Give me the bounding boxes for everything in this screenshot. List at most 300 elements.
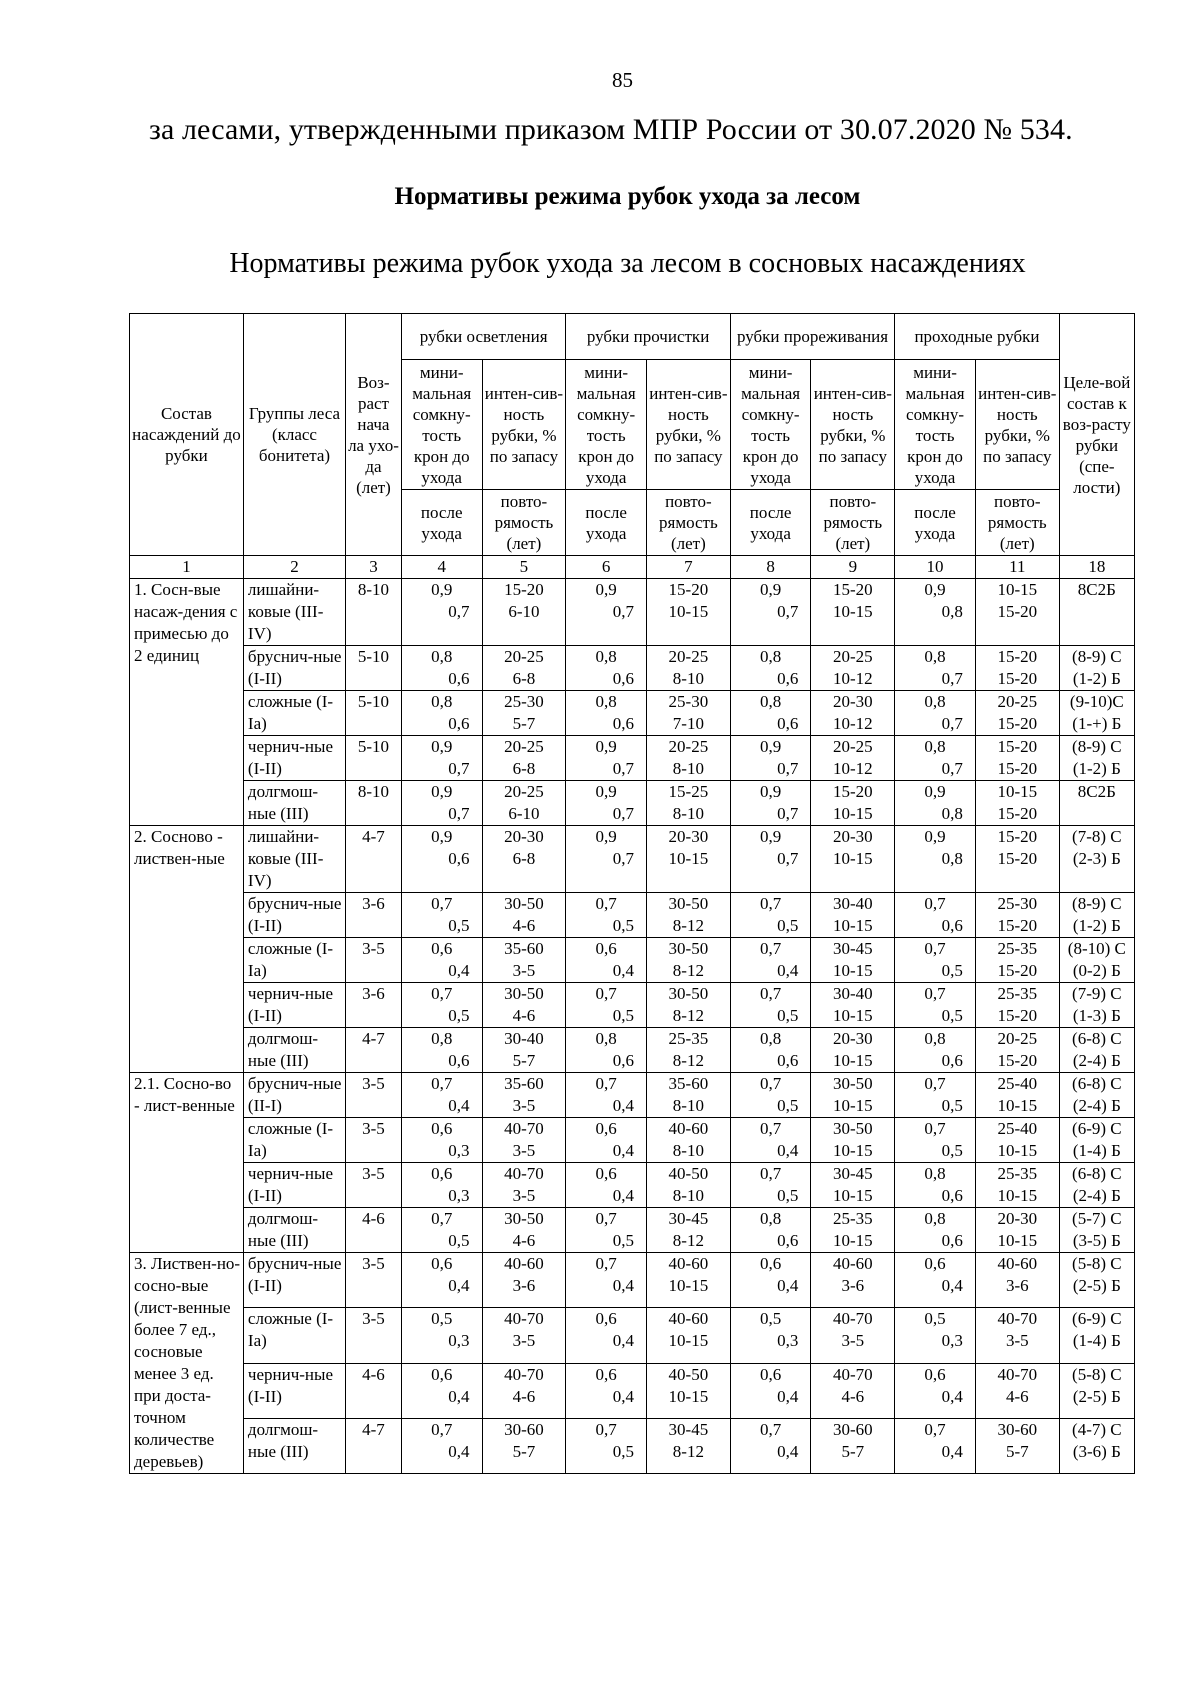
intensity-cell xyxy=(975,938,1059,983)
min-density-value: 0,9 xyxy=(759,580,782,599)
min-density-value: 0,6 xyxy=(431,1164,453,1183)
repeat-interval-value: 4-6 xyxy=(512,1231,536,1250)
density-cell xyxy=(401,893,482,938)
start-age-cell: 3-5 xyxy=(346,1308,402,1363)
intensity-cell xyxy=(646,1253,730,1308)
density-cell xyxy=(730,1118,811,1163)
density-cell xyxy=(730,1363,811,1418)
min-density-value: 0,7 xyxy=(431,1419,453,1439)
density-cell xyxy=(566,1308,647,1363)
after-care-value: 0,4 xyxy=(941,1276,963,1295)
after-care-value: 0,6 xyxy=(777,1231,799,1250)
intensity-cell xyxy=(482,1163,566,1208)
intensity-value: 15-20 xyxy=(668,580,709,599)
start-age-cell: 4-7 xyxy=(346,826,402,893)
table-body xyxy=(130,579,1135,1474)
density-cell xyxy=(401,826,482,893)
intensity-cell xyxy=(646,1163,730,1208)
target-composition-value: (1-3) Б xyxy=(1072,1006,1121,1025)
intensity-value: 20-30 xyxy=(832,1029,873,1048)
min-density-value: 0,8 xyxy=(924,1029,946,1048)
after-care-value: 0,5 xyxy=(612,1441,634,1461)
repeat-interval-value: 10-15 xyxy=(832,804,873,823)
min-density-value: 0,5 xyxy=(759,1309,782,1329)
after-care-value: 0,6 xyxy=(941,1231,963,1250)
intensity-cell xyxy=(811,1028,895,1073)
column-number: 9 xyxy=(811,556,895,579)
after-care-value: 0,7 xyxy=(777,804,799,823)
after-care-value: 0,3 xyxy=(777,1331,799,1351)
after-care-value: 0,5 xyxy=(612,916,634,935)
after-care-value: 0,7 xyxy=(448,804,470,823)
after-care-value: 0,7 xyxy=(777,602,799,621)
after-care-value: 0,5 xyxy=(612,1006,634,1025)
header-repeat-interval: повто-рямость (лет) xyxy=(482,490,566,556)
header-intensity: интен-сив-ность рубки, % по запасу xyxy=(482,360,566,490)
density-cell xyxy=(566,938,647,983)
table-row xyxy=(130,1253,1135,1308)
intensity-value: 10-15 xyxy=(997,580,1038,599)
start-age-cell: 5-10 xyxy=(346,646,402,691)
table-row xyxy=(130,646,1135,691)
min-density-value: 0,6 xyxy=(595,939,617,958)
intensity-cell xyxy=(975,781,1059,826)
repeat-interval-value: 15-20 xyxy=(997,804,1038,823)
after-care-value: 0,6 xyxy=(448,849,470,868)
intensity-cell xyxy=(646,1308,730,1363)
after-care-value: 0,5 xyxy=(777,916,799,935)
intensity-cell xyxy=(646,1418,730,1473)
intensity-value: 30-60 xyxy=(504,1419,544,1439)
after-care-value: 0,4 xyxy=(777,1141,799,1160)
intensity-cell xyxy=(811,1163,895,1208)
density-cell xyxy=(730,938,811,983)
header-min-density: мини-мальная сомкну-тость крон до ухода xyxy=(566,360,647,490)
header-min-density: мини-мальная сомкну-тость крон до ухода xyxy=(401,360,482,490)
intensity-cell xyxy=(646,646,730,691)
target-composition-value: (8-9) С xyxy=(1072,737,1122,756)
min-density-value: 0,8 xyxy=(924,1209,946,1228)
min-density-value: 0,7 xyxy=(759,1119,782,1138)
min-density-value: 0,7 xyxy=(924,1074,946,1093)
table-row xyxy=(130,938,1135,983)
table-row xyxy=(130,781,1135,826)
repeat-interval-value: 10-15 xyxy=(997,1141,1038,1160)
stand-composition-cell: 2.1. Сосно-во - лист-венные xyxy=(130,1073,244,1253)
start-age-cell: 4-6 xyxy=(346,1363,402,1418)
target-composition-value: (1-4) Б xyxy=(1072,1141,1121,1160)
target-composition-value: (8-9) С xyxy=(1072,894,1122,913)
table-row xyxy=(130,736,1135,781)
start-age-cell: 8-10 xyxy=(346,781,402,826)
density-cell xyxy=(730,1028,811,1073)
repeat-interval-value: 8-12 xyxy=(672,961,704,980)
intensity-value: 40-60 xyxy=(504,1254,544,1273)
after-care-value: 0,7 xyxy=(941,669,963,688)
target-composition-cell xyxy=(1059,1308,1134,1363)
density-cell xyxy=(566,1118,647,1163)
intensity-value: 30-45 xyxy=(668,1419,709,1439)
after-care-value: 0,5 xyxy=(777,1006,799,1025)
forest-group-cell: сложные (I-Ia) xyxy=(243,691,345,736)
repeat-interval-value: 10-15 xyxy=(997,1096,1038,1115)
density-cell xyxy=(566,1253,647,1308)
after-care-value: 0,4 xyxy=(941,1441,963,1461)
min-density-value: 0,8 xyxy=(924,647,946,666)
repeat-interval-value: 6-10 xyxy=(508,602,540,621)
intensity-cell xyxy=(482,938,566,983)
repeat-interval-value: 10-12 xyxy=(832,669,873,688)
repeat-interval-value: 3-5 xyxy=(512,1141,536,1160)
header-cut-lightening: рубки осветления xyxy=(401,314,565,360)
table-row xyxy=(130,983,1135,1028)
min-density-value: 0,6 xyxy=(431,939,453,958)
intensity-value: 30-40 xyxy=(504,1029,544,1048)
after-care-value: 0,4 xyxy=(941,1386,963,1406)
min-density-value: 0,9 xyxy=(924,580,946,599)
intensity-value: 30-40 xyxy=(832,894,873,913)
min-density-value: 0,7 xyxy=(759,1164,782,1183)
intensity-cell xyxy=(482,1308,566,1363)
density-cell xyxy=(566,1208,647,1253)
min-density-value: 0,7 xyxy=(595,894,617,913)
intensity-cell xyxy=(975,1253,1059,1308)
page-number: 85 xyxy=(612,68,633,92)
intensity-cell xyxy=(975,893,1059,938)
repeat-interval-value: 3-6 xyxy=(512,1276,536,1295)
after-care-value: 0,6 xyxy=(777,714,799,733)
table-row xyxy=(130,826,1135,893)
min-density-value: 0,7 xyxy=(924,984,946,1003)
min-density-value: 0,9 xyxy=(431,737,453,756)
repeat-interval-value: 3-5 xyxy=(512,1096,536,1115)
density-cell xyxy=(401,1208,482,1253)
after-care-value: 0,7 xyxy=(448,602,470,621)
header-composition: Состав насаждений до рубки xyxy=(130,314,244,556)
target-composition-value: (7-8) С xyxy=(1072,827,1122,846)
min-density-value: 0,9 xyxy=(431,782,453,801)
density-cell xyxy=(895,1418,976,1473)
repeat-interval-value: 8-10 xyxy=(672,804,704,823)
target-composition-value: (6-8) С xyxy=(1072,1164,1122,1183)
target-composition-cell xyxy=(1059,736,1134,781)
repeat-interval-value: 6-10 xyxy=(508,804,540,823)
intensity-value: 20-25 xyxy=(504,737,544,756)
table-row xyxy=(130,1418,1135,1473)
after-care-value: 0,5 xyxy=(941,1141,963,1160)
intensity-value: 40-60 xyxy=(668,1119,709,1138)
target-composition-value: (8-9) С xyxy=(1072,647,1122,666)
start-age-cell: 3-5 xyxy=(346,1163,402,1208)
intensity-cell xyxy=(811,1418,895,1473)
min-density-value: 0,6 xyxy=(759,1254,782,1273)
intensity-cell xyxy=(482,1028,566,1073)
min-density-value: 0,7 xyxy=(759,984,782,1003)
intensity-cell xyxy=(975,826,1059,893)
repeat-interval-value: 6-8 xyxy=(512,849,536,868)
stand-composition-cell: 3. Листвен-но- сосно-вые (лист-венные более 7 ед., сосновые менее 3 ед. при доста-точном количестве деревьев) xyxy=(130,1253,244,1474)
repeat-interval-value: 10-15 xyxy=(832,1051,873,1070)
repeat-interval-value: 8-10 xyxy=(672,669,704,688)
intensity-cell xyxy=(482,1363,566,1418)
min-density-value: 0,6 xyxy=(759,1364,782,1384)
density-cell xyxy=(566,826,647,893)
min-density-value: 0,8 xyxy=(431,692,453,711)
repeat-interval-value: 5-7 xyxy=(512,1051,536,1070)
intensity-cell xyxy=(975,691,1059,736)
intensity-value: 15-20 xyxy=(997,827,1038,846)
density-cell xyxy=(401,1028,482,1073)
intensity-value: 30-40 xyxy=(832,984,873,1003)
target-composition-cell xyxy=(1059,646,1134,691)
after-care-value: 0,3 xyxy=(448,1141,470,1160)
start-age-cell: 8-10 xyxy=(346,579,402,646)
density-cell xyxy=(895,826,976,893)
intensity-cell xyxy=(482,736,566,781)
min-density-value: 0,8 xyxy=(924,1164,946,1183)
density-cell xyxy=(730,1073,811,1118)
column-number: 8 xyxy=(730,556,811,579)
min-density-value: 0,8 xyxy=(924,737,946,756)
min-density-value: 0,7 xyxy=(924,939,946,958)
min-density-value: 0,7 xyxy=(759,894,782,913)
intensity-cell xyxy=(811,646,895,691)
repeat-interval-value: 15-20 xyxy=(997,669,1038,688)
after-care-value: 0,6 xyxy=(941,916,963,935)
min-density-value: 0,8 xyxy=(431,647,453,666)
repeat-interval-value: 10-15 xyxy=(832,602,873,621)
repeat-interval-value: 10-15 xyxy=(832,1186,873,1205)
header-after-care: после ухода xyxy=(730,490,811,556)
density-cell xyxy=(401,691,482,736)
target-composition-value: (5-7) С xyxy=(1072,1209,1122,1228)
intensity-cell xyxy=(482,579,566,646)
intensity-cell xyxy=(482,983,566,1028)
repeat-interval-value: 10-12 xyxy=(832,714,873,733)
intensity-value: 40-60 xyxy=(668,1254,709,1273)
repeat-interval-value: 8-10 xyxy=(672,1141,704,1160)
repeat-interval-value: 10-15 xyxy=(668,849,709,868)
repeat-interval-value: 8-12 xyxy=(672,1441,704,1461)
min-density-value: 0,7 xyxy=(595,1074,617,1093)
target-composition-value: (3-6) Б xyxy=(1072,1441,1121,1461)
intensity-cell xyxy=(646,1208,730,1253)
column-numbers-row xyxy=(130,556,1135,579)
after-care-value: 0,6 xyxy=(448,1051,470,1070)
after-care-value: 0,4 xyxy=(448,1096,470,1115)
intensity-cell xyxy=(811,1308,895,1363)
min-density-value: 0,8 xyxy=(431,1029,453,1048)
density-cell xyxy=(730,579,811,646)
repeat-interval-value: 8-12 xyxy=(672,1231,704,1250)
header-repeat-interval: повто-рямость (лет) xyxy=(975,490,1059,556)
density-cell xyxy=(566,736,647,781)
header-min-density: мини-мальная сомкну-тость крон до ухода xyxy=(895,360,976,490)
after-care-value: 0,6 xyxy=(612,1051,634,1070)
after-care-value: 0,7 xyxy=(448,759,470,778)
density-cell xyxy=(895,1118,976,1163)
start-age-cell: 5-10 xyxy=(346,736,402,781)
after-care-value: 0,6 xyxy=(612,669,634,688)
after-care-value: 0,4 xyxy=(612,1141,634,1160)
min-density-value: 0,8 xyxy=(759,1029,782,1048)
target-composition-cell xyxy=(1059,938,1134,983)
after-care-value: 0,4 xyxy=(448,1386,470,1406)
target-composition-value: (1-2) Б xyxy=(1072,916,1121,935)
repeat-interval-value: 4-6 xyxy=(512,916,536,935)
min-density-value: 0,9 xyxy=(595,782,617,801)
intensity-value: 30-60 xyxy=(832,1419,873,1439)
intensity-cell xyxy=(975,1073,1059,1118)
header-cut-passing: проходные рубки xyxy=(895,314,1059,360)
repeat-interval-value: 4-6 xyxy=(1005,1386,1029,1406)
intensity-value: 20-30 xyxy=(997,1209,1038,1228)
min-density-value: 0,6 xyxy=(595,1119,617,1138)
header-after-care: после ухода xyxy=(895,490,976,556)
intensity-value: 20-25 xyxy=(997,692,1038,711)
intensity-cell xyxy=(646,1073,730,1118)
after-care-value: 0,8 xyxy=(941,602,963,621)
after-care-value: 0,3 xyxy=(941,1331,963,1351)
intensity-value: 40-70 xyxy=(504,1364,544,1384)
min-density-value: 0,5 xyxy=(924,1309,946,1329)
intensity-cell xyxy=(646,1363,730,1418)
target-composition-value: (5-8) С xyxy=(1072,1254,1122,1273)
target-composition-cell xyxy=(1059,826,1134,893)
after-care-value: 0,5 xyxy=(448,1231,470,1250)
min-density-value: 0,8 xyxy=(924,692,946,711)
after-care-value: 0,7 xyxy=(941,759,963,778)
density-cell xyxy=(401,736,482,781)
repeat-interval-value: 3-6 xyxy=(841,1276,865,1295)
min-density-value: 0,6 xyxy=(595,1309,617,1329)
start-age-cell: 3-5 xyxy=(346,1253,402,1308)
header-after-care: после ухода xyxy=(566,490,647,556)
min-density-value: 0,9 xyxy=(924,827,946,846)
header-forest-group: Группы леса (класс бонитета) xyxy=(243,314,345,556)
min-density-value: 0,8 xyxy=(595,647,617,666)
min-density-value: 0,6 xyxy=(595,1164,617,1183)
column-number: 11 xyxy=(975,556,1059,579)
density-cell xyxy=(566,1363,647,1418)
target-composition-value: 8С2Б xyxy=(1077,580,1116,599)
repeat-interval-value: 10-15 xyxy=(832,1231,873,1250)
after-care-value: 0,6 xyxy=(777,1051,799,1070)
repeat-interval-value: 5-7 xyxy=(512,1441,536,1461)
intensity-cell xyxy=(482,893,566,938)
intensity-value: 25-30 xyxy=(997,894,1038,913)
density-cell xyxy=(730,691,811,736)
intensity-value: 20-30 xyxy=(668,827,709,846)
repeat-interval-value: 10-15 xyxy=(668,602,709,621)
density-cell xyxy=(566,691,647,736)
intensity-value: 25-35 xyxy=(997,984,1038,1003)
target-composition-value: (7-9) С xyxy=(1072,984,1122,1003)
intensity-value: 40-70 xyxy=(832,1309,873,1329)
column-number: 4 xyxy=(401,556,482,579)
forest-group-cell: долгмош-ные (III) xyxy=(243,1028,345,1073)
min-density-value: 0,9 xyxy=(595,827,617,846)
density-cell xyxy=(895,781,976,826)
target-composition-cell xyxy=(1059,1208,1134,1253)
target-composition-cell xyxy=(1059,1118,1134,1163)
density-cell xyxy=(566,579,647,646)
density-cell xyxy=(566,1028,647,1073)
intensity-value: 30-50 xyxy=(504,894,544,913)
min-density-value: 0,9 xyxy=(431,827,453,846)
intensity-cell xyxy=(646,826,730,893)
repeat-interval-value: 5-7 xyxy=(512,714,536,733)
intensity-value: 15-20 xyxy=(832,782,873,801)
repeat-interval-value: 6-8 xyxy=(512,759,536,778)
repeat-interval-value: 10-15 xyxy=(832,1141,873,1160)
intensity-value: 40-60 xyxy=(997,1254,1038,1273)
intensity-value: 30-45 xyxy=(832,939,873,958)
after-care-value: 0,8 xyxy=(941,849,963,868)
density-cell xyxy=(730,646,811,691)
min-density-value: 0,7 xyxy=(924,894,946,913)
repeat-interval-value: 10-15 xyxy=(668,1331,709,1351)
intensity-cell xyxy=(482,781,566,826)
intensity-value: 30-60 xyxy=(997,1419,1038,1439)
repeat-interval-value: 4-6 xyxy=(512,1386,536,1406)
repeat-interval-value: 3-5 xyxy=(512,1186,536,1205)
intensity-value: 25-30 xyxy=(504,692,544,711)
intensity-value: 25-30 xyxy=(668,692,709,711)
intensity-cell xyxy=(811,983,895,1028)
intensity-value: 30-45 xyxy=(668,1209,709,1228)
intensity-value: 40-70 xyxy=(997,1364,1038,1384)
intensity-value: 25-40 xyxy=(997,1119,1038,1138)
forest-group-cell: бруснич-ные (I-II) xyxy=(243,646,345,691)
forest-group-cell: сложные (I-Ia) xyxy=(243,938,345,983)
density-cell xyxy=(895,736,976,781)
intensity-cell xyxy=(646,736,730,781)
intensity-value: 20-25 xyxy=(668,737,709,756)
min-density-value: 0,8 xyxy=(595,1029,617,1048)
after-care-value: 0,6 xyxy=(448,714,470,733)
intensity-cell xyxy=(646,691,730,736)
repeat-interval-value: 15-20 xyxy=(997,602,1038,621)
intensity-value: 30-50 xyxy=(832,1074,873,1093)
table-header xyxy=(130,314,1135,579)
table-row xyxy=(130,1073,1135,1118)
intensity-value: 20-25 xyxy=(832,737,873,756)
intensity-cell xyxy=(975,1118,1059,1163)
column-number: 1 xyxy=(130,556,244,579)
start-age-cell: 3-5 xyxy=(346,1073,402,1118)
intensity-cell xyxy=(811,1253,895,1308)
intensity-value: 30-50 xyxy=(668,939,709,958)
repeat-interval-value: 3-5 xyxy=(1005,1331,1029,1351)
density-cell xyxy=(730,983,811,1028)
intensity-cell xyxy=(646,579,730,646)
min-density-value: 0,9 xyxy=(431,580,453,599)
after-care-value: 0,7 xyxy=(777,759,799,778)
min-density-value: 0,6 xyxy=(431,1119,453,1138)
repeat-interval-value: 15-20 xyxy=(997,1006,1038,1025)
repeat-interval-value: 6-8 xyxy=(512,669,536,688)
density-cell xyxy=(401,1163,482,1208)
intensity-cell xyxy=(811,1118,895,1163)
start-age-cell: 4-7 xyxy=(346,1028,402,1073)
density-cell xyxy=(730,893,811,938)
density-cell xyxy=(566,1073,647,1118)
density-cell xyxy=(895,1208,976,1253)
intensity-cell xyxy=(975,736,1059,781)
repeat-interval-value: 15-20 xyxy=(997,916,1038,935)
intensity-value: 30-50 xyxy=(504,984,544,1003)
